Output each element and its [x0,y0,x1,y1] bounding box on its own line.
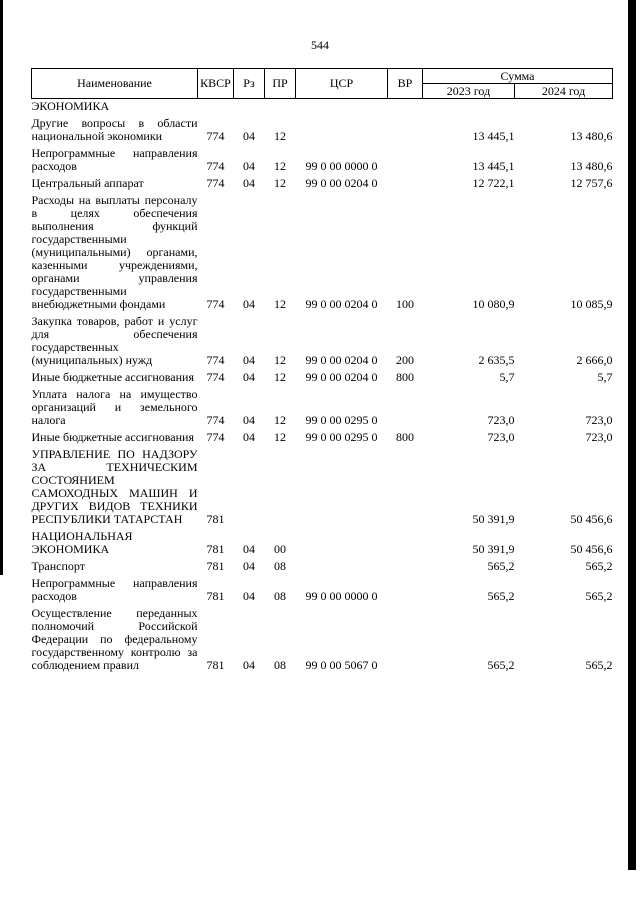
row-rz: 04 [243,429,255,444]
row-vr [388,526,423,556]
row-pr: 12 [274,429,286,444]
row-rz: 04 [243,175,255,190]
row-kvsr: 774 [206,412,225,427]
table-row [32,526,613,556]
table-row [32,113,613,143]
row-rz [234,444,265,526]
row-sum-2023: 2 635,5 [478,352,515,367]
row-rz: 04 [243,412,255,427]
row-sum-2023: 50 391,9 [472,511,515,526]
table-row [32,173,613,190]
row-kvsr: 781 [206,541,225,556]
row-vr [388,143,423,173]
row-vr: 200 [396,352,414,367]
row-kvsr: 774 [206,175,225,190]
row-sum-2024: 723,0 [585,412,613,427]
row-pr [265,444,296,526]
row-pr: 12 [274,175,286,190]
row-pr [265,99,296,113]
header-year-2024: 2024 год [515,84,613,99]
table-row [32,444,613,526]
row-sum-2024: 13 480,6 [570,158,613,173]
row-sum-2023: 13 445,1 [472,158,515,173]
row-csr: 99 0 00 0204 0 [305,175,378,190]
table-row [32,190,613,311]
row-vr [388,173,423,190]
row-sum-2023: 565,2 [487,657,515,672]
row-kvsr: 774 [206,296,225,311]
table-row [32,311,613,367]
row-sum-2024: 12 757,6 [570,175,613,190]
row-sum-2023: 723,0 [487,429,515,444]
header-kvsr: КВСР [198,69,234,99]
table-row [32,573,613,603]
row-sum-2023: 10 080,9 [472,296,515,311]
header-year-2023: 2023 год [423,84,515,99]
row-csr: 99 0 00 0204 0 [305,352,378,367]
row-rz: 04 [243,296,255,311]
row-csr: 99 0 00 0204 0 [305,369,378,384]
row-csr: 99 0 00 5067 0 [305,657,378,672]
row-csr [296,526,388,556]
row-name: Уплата налога на имущество организаций и земельного налога [31,386,198,427]
row-name: Непрограммные направления расходов [31,575,198,603]
row-pr: 12 [274,128,286,143]
row-kvsr: 774 [206,352,225,367]
row-rz: 04 [243,352,255,367]
scan-edge-right [628,0,636,870]
row-sum-2023: 5,7 [499,369,515,384]
row-vr: 100 [396,296,414,311]
row-kvsr: 781 [206,511,225,526]
row-sum-2023: 565,2 [487,558,515,573]
row-name: Непрограммные направления расходов [31,145,198,173]
header-rz: Рз [234,69,265,99]
table-row [32,99,613,113]
row-kvsr: 774 [206,429,225,444]
row-pr: 12 [274,296,286,311]
row-vr [388,384,423,427]
row-name: УПРАВЛЕНИЕ ПО НАДЗОРУ ЗА ТЕХНИЧЕСКИМ СОСТОЯНИЕМ САМОХОДНЫХ МАШИН И ДРУГИХ ВИДОВ ТЕХНИКИ РЕСПУБЛИКИ ТАТАРСТАН [31,446,198,526]
row-name: Другие вопросы в области национальной экономики [31,115,198,143]
row-sum-2024: 565,2 [585,657,613,672]
table-row [32,143,613,173]
row-csr: 99 0 00 0000 0 [305,588,378,603]
row-csr: 99 0 00 0000 0 [305,158,378,173]
page-number: 544 [311,38,329,52]
table-row [32,603,613,672]
row-vr: 800 [396,369,414,384]
row-name: Расходы на выплаты персоналу в целях обеспечения выполнения функций государственными (муниципальными) органами, казенными учреждениями, органами управления государственными внебюджетными фондами [31,192,198,311]
row-name: Иные бюджетные ассигнования [31,429,194,444]
row-rz: 04 [243,158,255,173]
row-sum-2023: 13 445,1 [472,128,515,143]
row-kvsr [198,99,234,113]
row-csr [296,113,388,143]
row-kvsr: 774 [206,128,225,143]
row-vr [388,573,423,603]
row-pr: 00 [274,541,286,556]
row-kvsr: 774 [206,158,225,173]
row-kvsr: 774 [206,369,225,384]
row-csr [296,444,388,526]
row-name: Иные бюджетные ассигнования [31,369,194,384]
table-row [32,384,613,427]
table-row [32,556,613,573]
scan-edge-left [0,0,3,575]
row-pr: 08 [274,558,286,573]
row-vr [388,444,423,526]
row-pr: 08 [274,657,286,672]
row-pr: 08 [274,588,286,603]
row-sum-2024: 565,2 [585,588,613,603]
row-sum-2024: 2 666,0 [576,352,613,367]
row-sum-2024: 565,2 [585,558,613,573]
row-csr: 99 0 00 0295 0 [305,412,378,427]
header-name: Наименование [32,69,198,99]
row-vr [388,603,423,672]
row-sum-2023: 50 391,9 [472,541,515,556]
row-name: ЭКОНОМИКА [31,98,110,113]
row-sum-2024: 723,0 [585,429,613,444]
row-sum-2024 [515,99,613,113]
row-rz: 04 [243,657,255,672]
row-name: Закупка товаров, работ и услуг для обеспечения государственных (муниципальных) нужд [31,313,198,367]
row-sum-2024: 13 480,6 [570,128,613,143]
row-csr: 99 0 00 0295 0 [305,429,378,444]
row-name: НАЦИОНАЛЬНАЯ ЭКОНОМИКА [31,528,133,556]
row-rz: 04 [243,369,255,384]
row-name: Транспорт [31,558,85,573]
row-name: Центральный аппарат [31,175,144,190]
row-vr [388,99,423,113]
row-kvsr: 781 [206,558,225,573]
budget-table [31,68,613,672]
row-sum-2024: 10 085,9 [570,296,613,311]
header-csr: ЦСР [296,69,388,99]
row-rz: 04 [243,558,255,573]
row-vr [388,556,423,573]
header-pr: ПР [265,69,296,99]
row-sum-2024: 50 456,6 [570,511,613,526]
row-pr: 12 [274,352,286,367]
header-vr: ВР [388,69,423,99]
table-row [32,367,613,384]
row-sum-2023: 723,0 [487,412,515,427]
row-pr: 12 [274,369,286,384]
row-csr: 99 0 00 0204 0 [305,296,378,311]
row-rz [234,99,265,113]
row-sum-2024: 5,7 [597,369,613,384]
row-rz: 04 [243,588,255,603]
table-row [32,427,613,444]
row-vr [388,113,423,143]
header-sum: Сумма [423,69,613,84]
row-kvsr: 781 [206,657,225,672]
row-vr: 800 [396,429,414,444]
row-sum-2023: 565,2 [487,588,515,603]
row-sum-2024: 50 456,6 [570,541,613,556]
row-rz: 04 [243,541,255,556]
row-sum-2023: 12 722,1 [472,175,515,190]
row-rz: 04 [243,128,255,143]
row-csr [296,556,388,573]
row-sum-2023 [423,99,515,113]
row-pr: 12 [274,158,286,173]
row-pr: 12 [274,412,286,427]
row-kvsr: 781 [206,588,225,603]
row-csr [296,99,388,113]
table-body [32,99,613,672]
row-name: Осуществление переданных полномочий Российской Федерации по федеральному государственному контролю за соблюдением правил [31,605,198,672]
